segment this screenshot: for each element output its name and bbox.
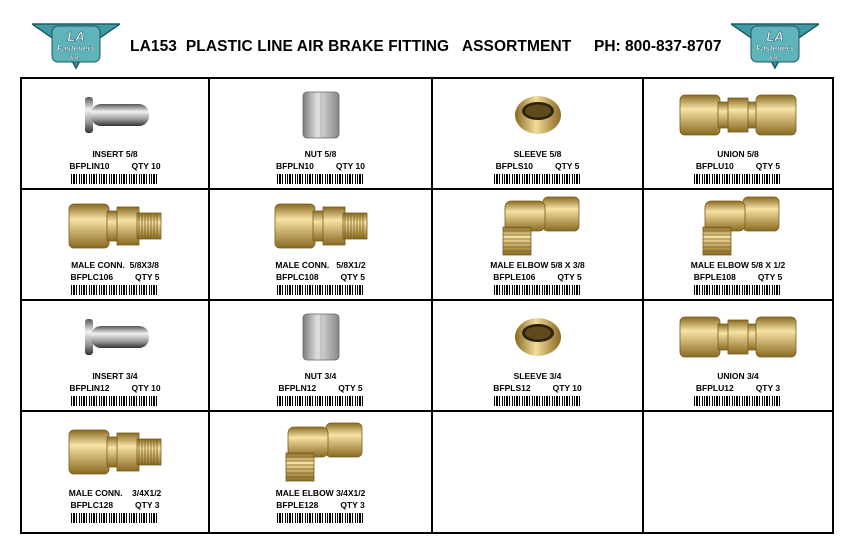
part-code-qty (210, 383, 431, 393)
page-title: LA153 PLASTIC LINE AIR BRAKE FITTING ASSORTMENT (130, 38, 572, 55)
insert-icon (22, 307, 208, 367)
svg-text:LA: LA (766, 29, 784, 44)
part-code: BFPLU10 (695, 161, 734, 171)
part-code-qty (210, 500, 431, 510)
part-name: NUT 5/8 (304, 149, 337, 159)
union-icon (644, 307, 832, 367)
part-code: BFPLC128 (70, 500, 114, 510)
logo-icon (32, 22, 120, 70)
part-qty: QTY 10 (335, 161, 365, 171)
part-cell (210, 79, 433, 190)
parts-grid (20, 77, 834, 534)
part-qty: QTY 5 (557, 272, 582, 282)
part-cell (22, 412, 210, 532)
part-qty: QTY 5 (135, 272, 160, 282)
part-cell (210, 301, 433, 412)
barcode (71, 285, 159, 295)
part-qty: QTY 3 (135, 500, 160, 510)
part-code-qty (433, 161, 642, 171)
union-icon (644, 85, 832, 145)
part-code: BFPLN10 (276, 161, 314, 171)
insert-icon (22, 85, 208, 145)
svg-text:Fasteners: Fasteners (756, 44, 794, 53)
part-code: BFPLE106 (493, 272, 536, 282)
part-qty: QTY 3 (340, 500, 365, 510)
part-qty: QTY 10 (552, 383, 582, 393)
part-code-qty (644, 161, 832, 171)
phone-number: PH: 800-837-8707 (594, 38, 722, 55)
part-name: MALE CONN. 5/8X3/8 (71, 260, 159, 270)
part-code-qty (433, 272, 642, 282)
barcode (694, 285, 782, 295)
part-qty: QTY 5 (755, 161, 781, 171)
male-elbow-icon (210, 420, 431, 484)
part-name: MALE CONN. 3/4X1/2 (68, 488, 162, 498)
part-code: BFPLIN10 (69, 161, 110, 171)
part-name: NUT 3/4 (304, 371, 337, 381)
part-cell (433, 190, 644, 301)
part-code-qty (22, 383, 208, 393)
part-cell (644, 301, 832, 412)
part-code: BFPLS10 (495, 161, 533, 171)
part-code-qty (22, 272, 208, 282)
barcode (694, 174, 782, 184)
logo-icon (731, 22, 819, 70)
svg-text:Fasteners: Fasteners (57, 44, 95, 53)
part-cell (22, 301, 210, 412)
nut-icon (210, 307, 431, 367)
barcode (277, 174, 365, 184)
svg-text:LA: LA (67, 29, 85, 44)
part-name: INSERT 5/8 (92, 149, 138, 159)
part-cell (644, 79, 832, 190)
male-elbow-icon (433, 196, 642, 256)
barcode (494, 285, 582, 295)
part-cell (22, 190, 210, 301)
part-code-qty (22, 161, 208, 171)
company-logo (32, 22, 120, 70)
part-name: UNION 5/8 (717, 149, 759, 159)
svg-text:Inc.: Inc. (768, 55, 782, 62)
company-logo-right (731, 22, 819, 70)
barcode (694, 396, 782, 406)
part-cell (210, 412, 433, 532)
svg-text:Inc.: Inc. (69, 55, 83, 62)
barcode (71, 396, 159, 406)
part-name: MALE ELBOW 5/8 X 3/8 (490, 260, 585, 270)
part-code-qty (22, 500, 208, 510)
empty-cell (433, 412, 644, 532)
part-cell (22, 79, 210, 190)
part-cell (433, 301, 644, 412)
part-code-qty (433, 383, 642, 393)
header (0, 0, 850, 76)
part-qty: QTY 5 (338, 383, 363, 393)
part-code: BFPLE128 (276, 500, 319, 510)
part-code: BFPLC108 (276, 272, 319, 282)
empty-cell (644, 412, 832, 532)
barcode (71, 174, 159, 184)
part-code-qty (210, 272, 431, 282)
part-cell (433, 79, 644, 190)
part-name: MALE CONN. 5/8X1/2 (275, 260, 366, 270)
part-qty: QTY 10 (131, 383, 161, 393)
part-code: BFPLIN12 (69, 383, 110, 393)
male-connector-icon (210, 196, 431, 256)
male-connector-icon (22, 420, 208, 484)
part-qty: QTY 10 (131, 161, 161, 171)
barcode (494, 396, 582, 406)
part-code-qty (644, 383, 832, 393)
part-name: SLEEVE 5/8 (513, 149, 562, 159)
part-code: BFPLN12 (278, 383, 317, 393)
part-code-qty (210, 161, 431, 171)
male-elbow-icon (644, 196, 832, 256)
part-name: INSERT 3/4 (92, 371, 138, 381)
barcode (277, 396, 365, 406)
barcode (494, 174, 582, 184)
part-cell (210, 190, 433, 301)
part-name: MALE ELBOW 5/8 X 1/2 (690, 260, 786, 270)
part-name: SLEEVE 3/4 (513, 371, 562, 381)
nut-icon (210, 85, 431, 145)
part-name: MALE ELBOW 3/4X1/2 (275, 488, 366, 498)
part-code: BFPLU12 (695, 383, 734, 393)
part-cell (644, 190, 832, 301)
barcode (277, 513, 365, 523)
male-connector-icon (22, 196, 208, 256)
part-code-qty (644, 272, 832, 282)
part-qty: QTY 3 (755, 383, 781, 393)
part-code: BFPLS12 (493, 383, 531, 393)
sleeve-icon (433, 307, 642, 367)
barcode (71, 513, 159, 523)
part-qty: QTY 5 (554, 161, 580, 171)
part-code: BFPLC106 (70, 272, 114, 282)
part-name: UNION 3/4 (717, 371, 759, 381)
barcode (277, 285, 365, 295)
part-qty: QTY 5 (757, 272, 783, 282)
sleeve-icon (433, 85, 642, 145)
part-code: BFPLE108 (693, 272, 736, 282)
part-qty: QTY 5 (340, 272, 365, 282)
